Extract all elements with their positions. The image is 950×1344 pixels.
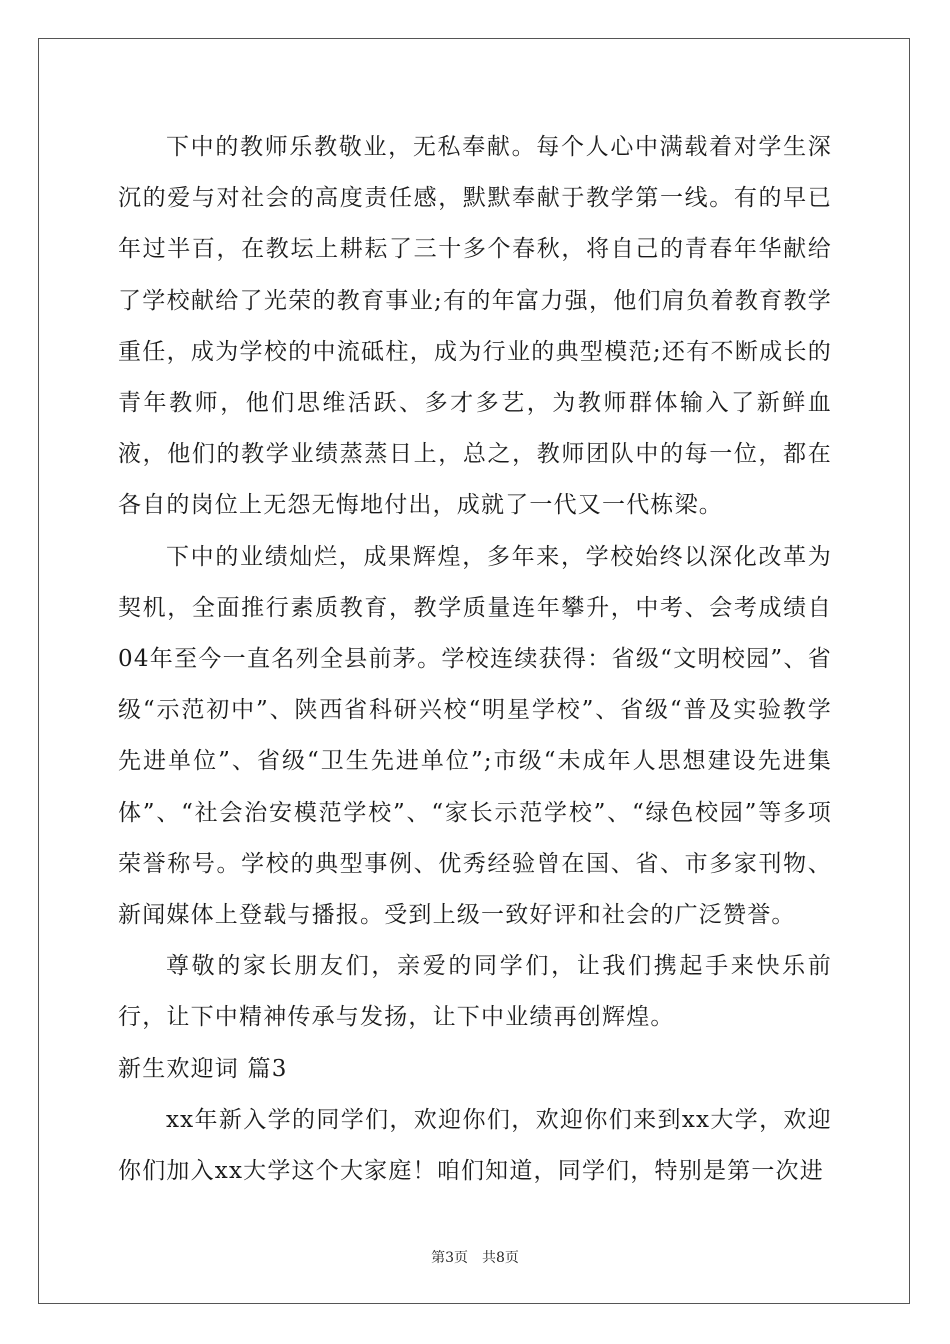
paragraph-welcome: xx年新入学的同学们，欢迎你们，欢迎你们来到xx大学，欢迎你们加入xx大学这个大家庭！咱们知道，同学们，特别是第一次进 (118, 1106, 832, 1185)
paragraph-teachers: 下中的教师乐教敬业，无私奉献。每个人心中满载着对学生深沉的爱与对社会的高度责任感，默默奉献于教学第一线。有的早已年过半百，在教坛上耕耘了三十多个春秋，将自己的青春年华献给了学校献给了光荣的教育事业;有的年富力强，他们肩负着教育教学重任，成为学校的中流砥柱，成为行业的典型模范;还有不断成长的青年教师，他们思维活跃、多才多艺，为教师群体输入了新鲜血液，他们的教学业绩蒸蒸日上，总之，教师团队中的每一位，都在各自的岗位上无怨无悔地付出，成就了一代又一代栋梁。 (118, 134, 832, 519)
paragraph-closing: 尊敬的家长朋友们，亲爱的同学们，让我们携起手来快乐前行，让下中精神传承与发扬，让下中业绩再创辉煌。 (118, 953, 832, 1031)
paragraph-achievements: 下中的业绩灿烂，成果辉煌，多年来，学校始终以深化改革为契机，全面推行素质教育，教学质量连年攀升，中考、会考成绩自04年至今一直名列全县前茅。学校连续获得：省级“文明校园”、省级“示范初中”、陕西省科研兴校“明星学校”、省级“普及实验教学先进单位”、省级“卫生先进单位”;市级“未成年人思想建设先进集体”、“社会治安模范学校”、“家长示范学校”、“绿色校园”等多项荣誉称号。学校的典型事例、优秀经验曾在国、省、市多家刊物、新闻媒体上登载与播报。受到上级一致好评和社会的广泛赞誉。 (118, 543, 832, 929)
document-body (118, 122, 832, 1197)
section-heading: 新生欢迎词 篇3 (118, 1055, 288, 1082)
page-number-footer: 第3页 共8页 (431, 1250, 519, 1266)
